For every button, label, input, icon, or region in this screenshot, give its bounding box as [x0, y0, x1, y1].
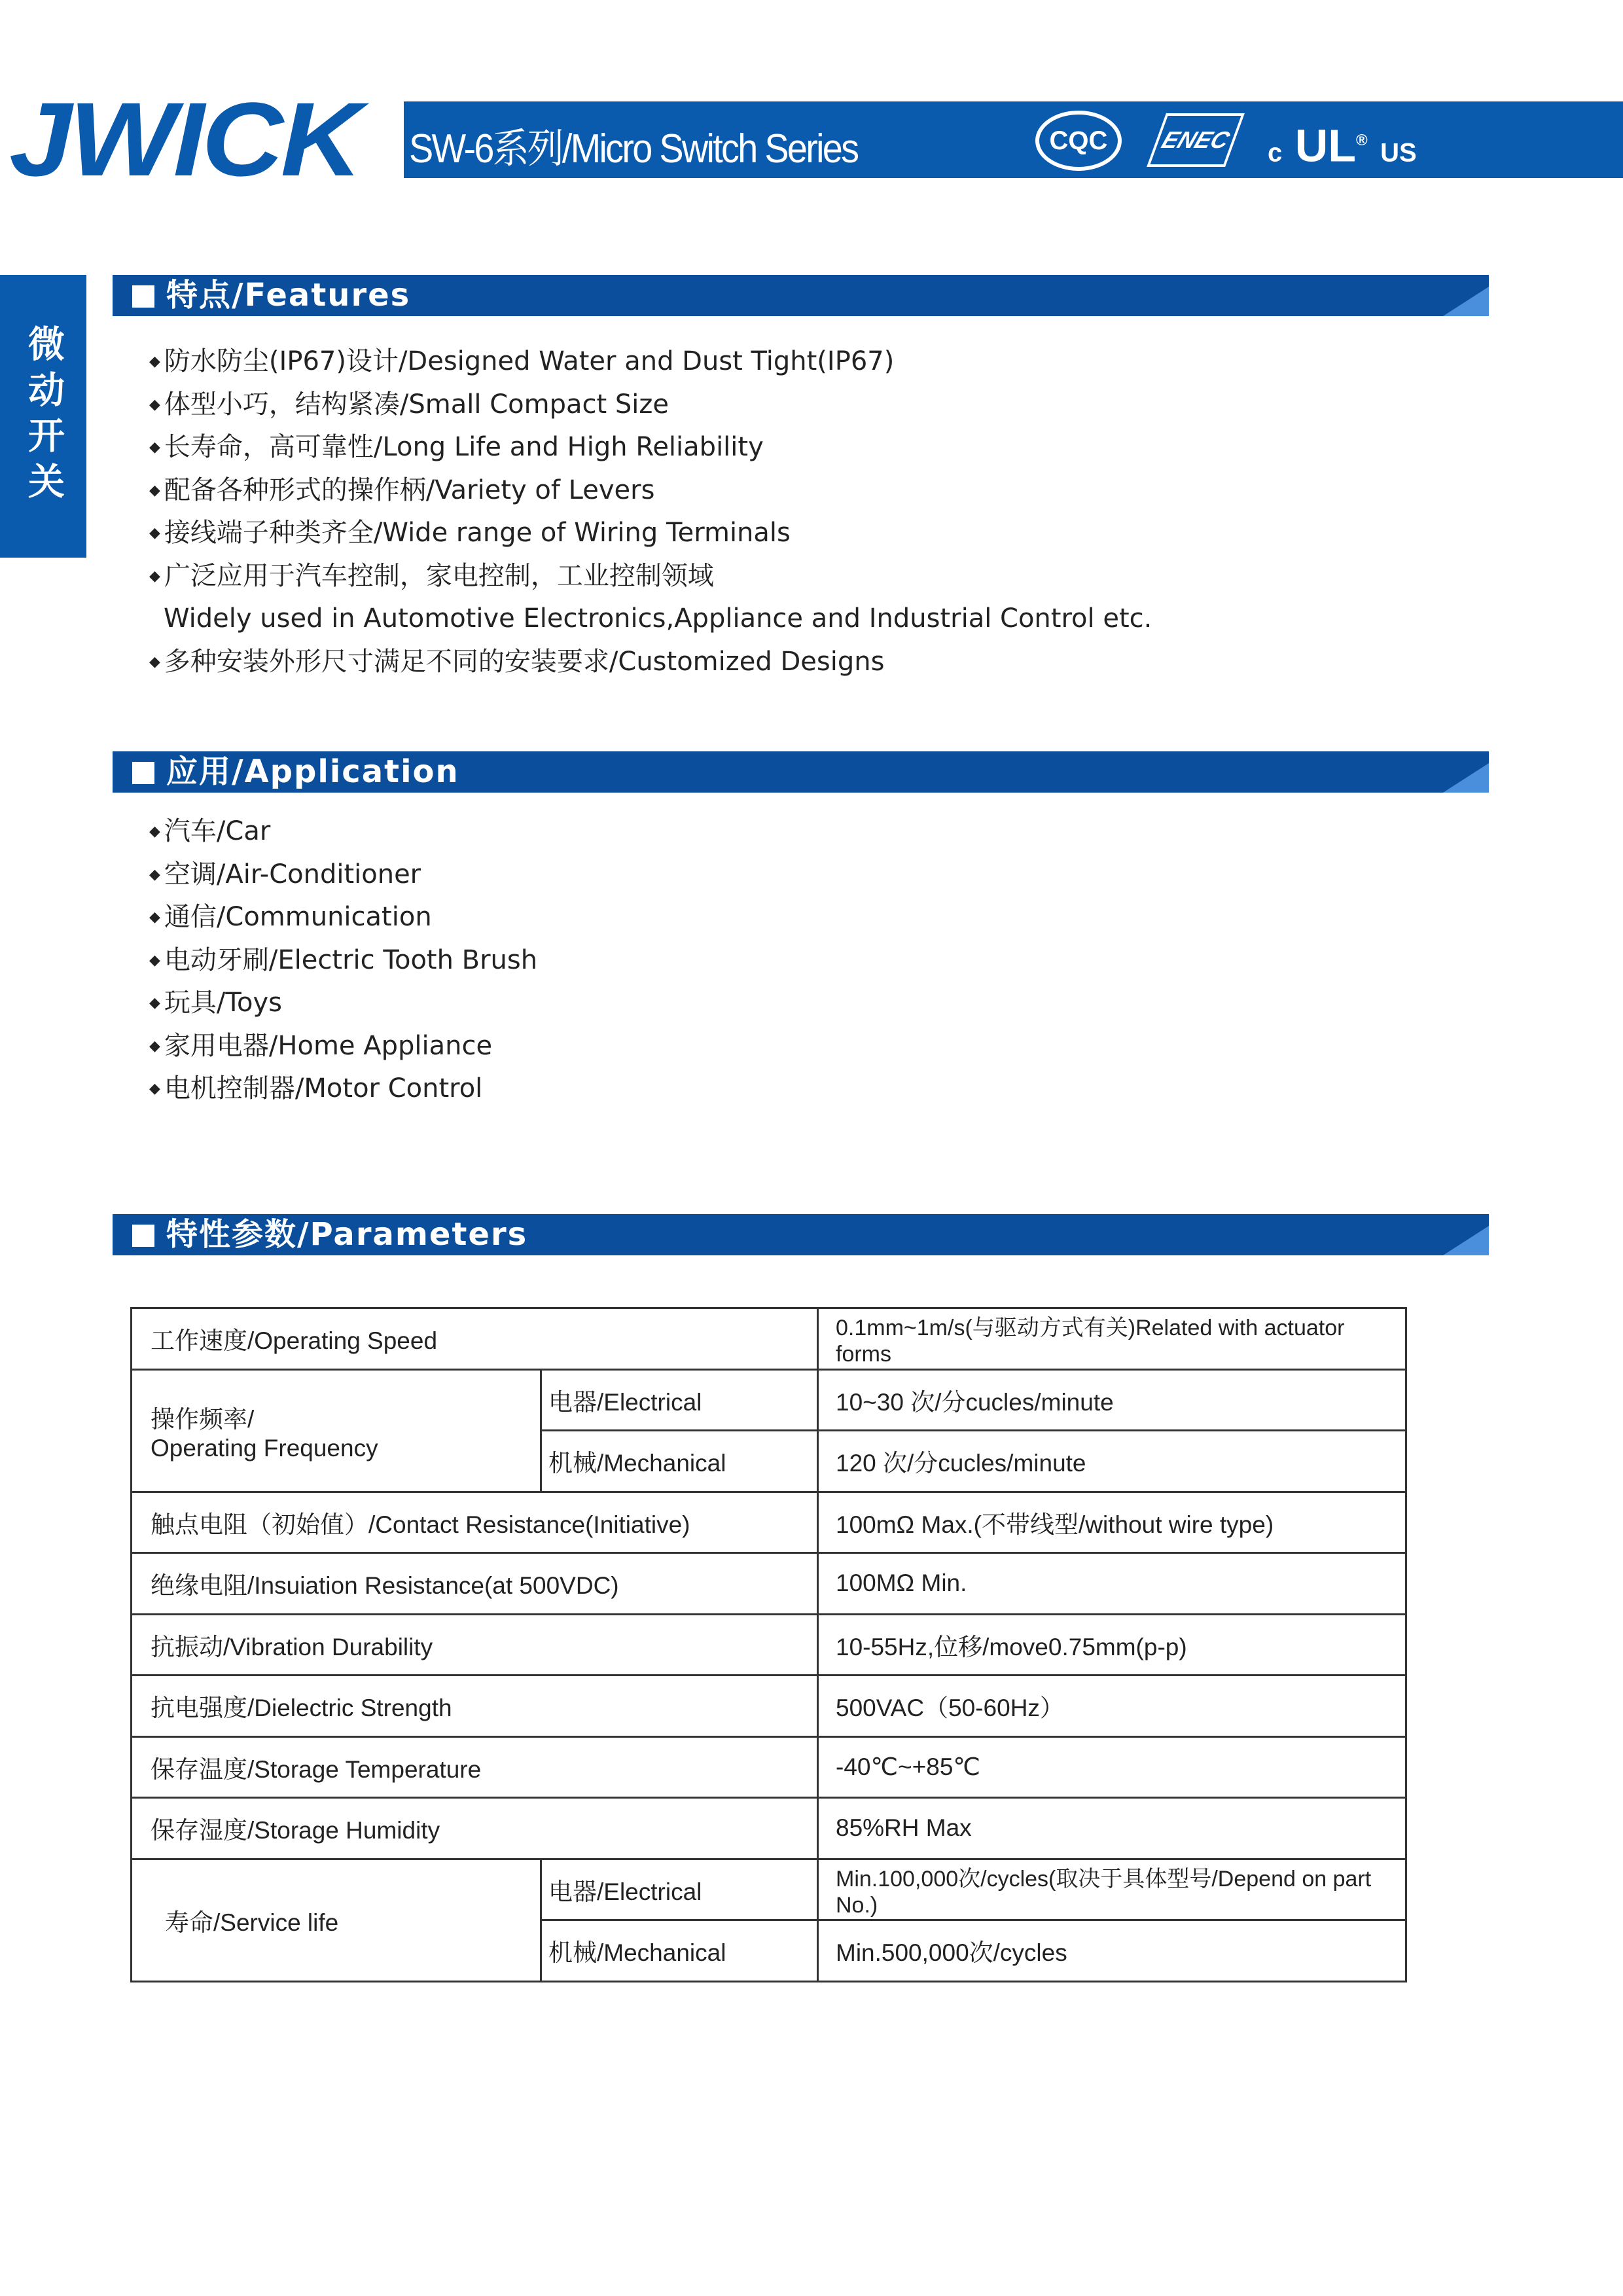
param-sublabel: 机械/Mechanical [541, 1920, 818, 1982]
parameters-title: 特性参数/Parameters [166, 1216, 528, 1253]
application-heading [113, 751, 1489, 793]
enec-cert-icon: ENEC [1147, 113, 1245, 167]
list-item: ◆ 体型小巧，结构紧凑/Small Compact Size [149, 384, 1152, 427]
table-row [132, 1308, 1406, 1370]
param-label: 操作频率/ Operating Frequency [132, 1369, 541, 1492]
table-row [132, 1492, 1406, 1553]
list-item: ◆ 多种安装外形尺寸满足不同的安装要求/Customized Designs [149, 641, 1152, 684]
list-item: ◆ 电动牙刷/Electric Tooth Brush [149, 939, 537, 982]
param-value: 10~30 次/分cucles/minute [818, 1369, 1406, 1431]
param-value: 85%RH Max [818, 1798, 1406, 1859]
series-title: SW-6系列/Micro Switch Series [409, 126, 858, 171]
list-item: ◆ 空调/Air-Conditioner [149, 853, 537, 897]
features-heading [113, 275, 1489, 316]
list-item: ◆ 电机控制器/Motor Control [149, 1067, 537, 1111]
application-title: 应用/Application [166, 753, 459, 790]
table-row [132, 1553, 1406, 1615]
features-list [149, 340, 1152, 683]
list-item: ◆ 汽车/Car [149, 810, 537, 853]
cqc-cert-icon: CQC [1035, 111, 1122, 171]
param-label: 触点电阻（初始值）/Contact Resistance(Initiative) [132, 1492, 818, 1553]
list-item: ◆ 玩具/Toys [149, 982, 537, 1025]
param-sublabel: 电器/Electrical [541, 1369, 818, 1431]
features-title: 特点/Features [166, 277, 411, 314]
square-icon [132, 1225, 154, 1247]
ul-mark: UL [1294, 120, 1357, 171]
parameters-heading [113, 1214, 1489, 1255]
param-label: 保存温度/Storage Temperature [132, 1736, 818, 1798]
param-value: Min.500,000次/cycles [818, 1920, 1406, 1982]
us-mark: US [1380, 138, 1417, 168]
parameters-table [130, 1307, 1407, 1982]
cul-us-cert-icon: c UL® US [1268, 120, 1417, 171]
table-row [132, 1859, 1406, 1920]
side-tab: 微动开关 [0, 275, 86, 558]
param-label: 保存湿度/Storage Humidity [132, 1798, 818, 1859]
param-sublabel: 机械/Mechanical [541, 1431, 818, 1492]
param-label: 工作速度/Operating Speed [132, 1308, 818, 1370]
param-sublabel: 电器/Electrical [541, 1859, 818, 1920]
param-label: 抗电强度/Dielectric Strength [132, 1676, 818, 1737]
list-item: ◆ 防水防尘(IP67)设计/Designed Water and Dust Tight(IP67) [149, 340, 1152, 384]
list-item: ◆ 接线端子种类齐全/Wide range of Wiring Terminals [149, 512, 1152, 555]
list-item: ◆ 长寿命，高可靠性/Long Life and High Reliability [149, 426, 1152, 469]
list-item: ◆ 广泛应用于汽车控制，家电控制，工业控制领域 [149, 555, 1152, 598]
list-item-continuation: Widely used in Automotive Electronics,Appliance and Industrial Control etc. [164, 603, 1152, 634]
param-value: 100MΩ Min. [818, 1553, 1406, 1615]
table-row [132, 1614, 1406, 1676]
square-icon [132, 762, 154, 784]
param-value: -40℃~+85℃ [818, 1736, 1406, 1798]
param-label: 寿命/Service life [132, 1859, 541, 1981]
square-icon [132, 285, 154, 308]
list-item: ◆ 家用电器/Home Appliance [149, 1025, 537, 1068]
param-value: 120 次/分cucles/minute [818, 1431, 1406, 1492]
param-value: 500VAC（50-60Hz） [818, 1676, 1406, 1737]
list-item: ◆ 通信/Communication [149, 896, 537, 939]
c-mark: c [1268, 138, 1283, 168]
param-value: 10-55Hz,位移/move0.75mm(p-p) [818, 1614, 1406, 1676]
param-value: 0.1mm~1m/s(与驱动方式有关)Related with actuator forms [818, 1308, 1406, 1370]
table-row [132, 1798, 1406, 1859]
header-bar [404, 101, 1623, 178]
param-label: 抗振动/Vibration Durability [132, 1614, 818, 1676]
table-row [132, 1736, 1406, 1798]
param-value: Min.100,000次/cycles(取决于具体型号/Depend on part No.) [818, 1859, 1406, 1920]
application-list [149, 810, 537, 1111]
list-item: ◆ 配备各种形式的操作柄/Variety of Levers [149, 469, 1152, 512]
param-label: 绝缘电阻/Insuiation Resistance(at 500VDC) [132, 1553, 818, 1615]
jwick-logo: JWICK [9, 81, 360, 198]
param-value: 100mΩ Max.(不带线型/without wire type) [818, 1492, 1406, 1553]
table-row [132, 1369, 1406, 1431]
table-row [132, 1676, 1406, 1737]
